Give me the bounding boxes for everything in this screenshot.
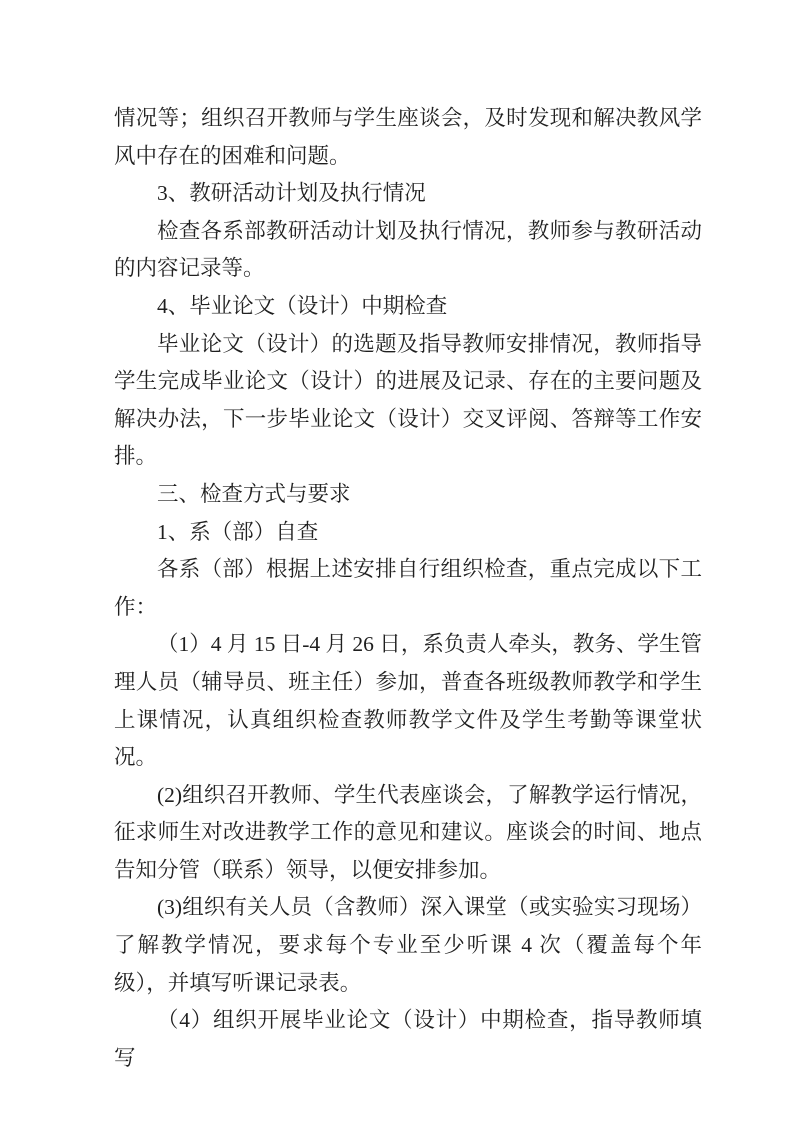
body-paragraph: 情况等；组织召开教师与学生座谈会，及时发现和解决教风学风中存在的困难和问题。 [114, 106, 702, 168]
body-paragraph: 毕业论文（设计）的选题及指导教师安排情况，教师指导学生完成毕业论文（设计）的进展及记录、存在的主要问题及解决办法，下一步毕业论文（设计）交叉评阅、答辩等工作安排。 [114, 331, 702, 469]
body-paragraph: (3)组织有关人员（含教师）深入课堂（或实验实习现场）了解教学情况，要求每个专业至少听课 4 次（覆盖每个年级），并填写听课记录表。 [114, 895, 702, 995]
body-paragraph: (2)组织召开教师、学生代表座谈会，了解教学运行情况，征求师生对改进教学工作的意见和建议。座谈会的时间、地点告知分管（联系）领导，以便安排参加。 [114, 782, 702, 882]
document-body [114, 100, 702, 1077]
heading-paragraph: 三、检查方式与要求 [157, 481, 351, 506]
heading-paragraph: 1、系（部）自查 [157, 519, 319, 544]
heading-paragraph: 3、教研活动计划及执行情况 [157, 181, 426, 206]
body-paragraph: 检查各系部教研活动计划及执行情况，教师参与教研活动的内容记录等。 [114, 218, 702, 281]
body-paragraph: （4）组织开展毕业论文（设计）中期检查，指导教师填写 [114, 1008, 702, 1070]
heading-paragraph: 4、毕业论文（设计）中期检查 [157, 293, 448, 318]
body-paragraph: 各系（部）根据上述安排自行组织检查，重点完成以下工作： [114, 557, 702, 619]
body-paragraph: （1）4 月 15 日-4 月 26 日，系负责人牵头，教务、学生管理人员（辅导员、班主任）参加，普查各班级教师教学和学生上课情况，认真组织检查教师教学文件及学生考勤等课堂状况。 [114, 632, 702, 770]
